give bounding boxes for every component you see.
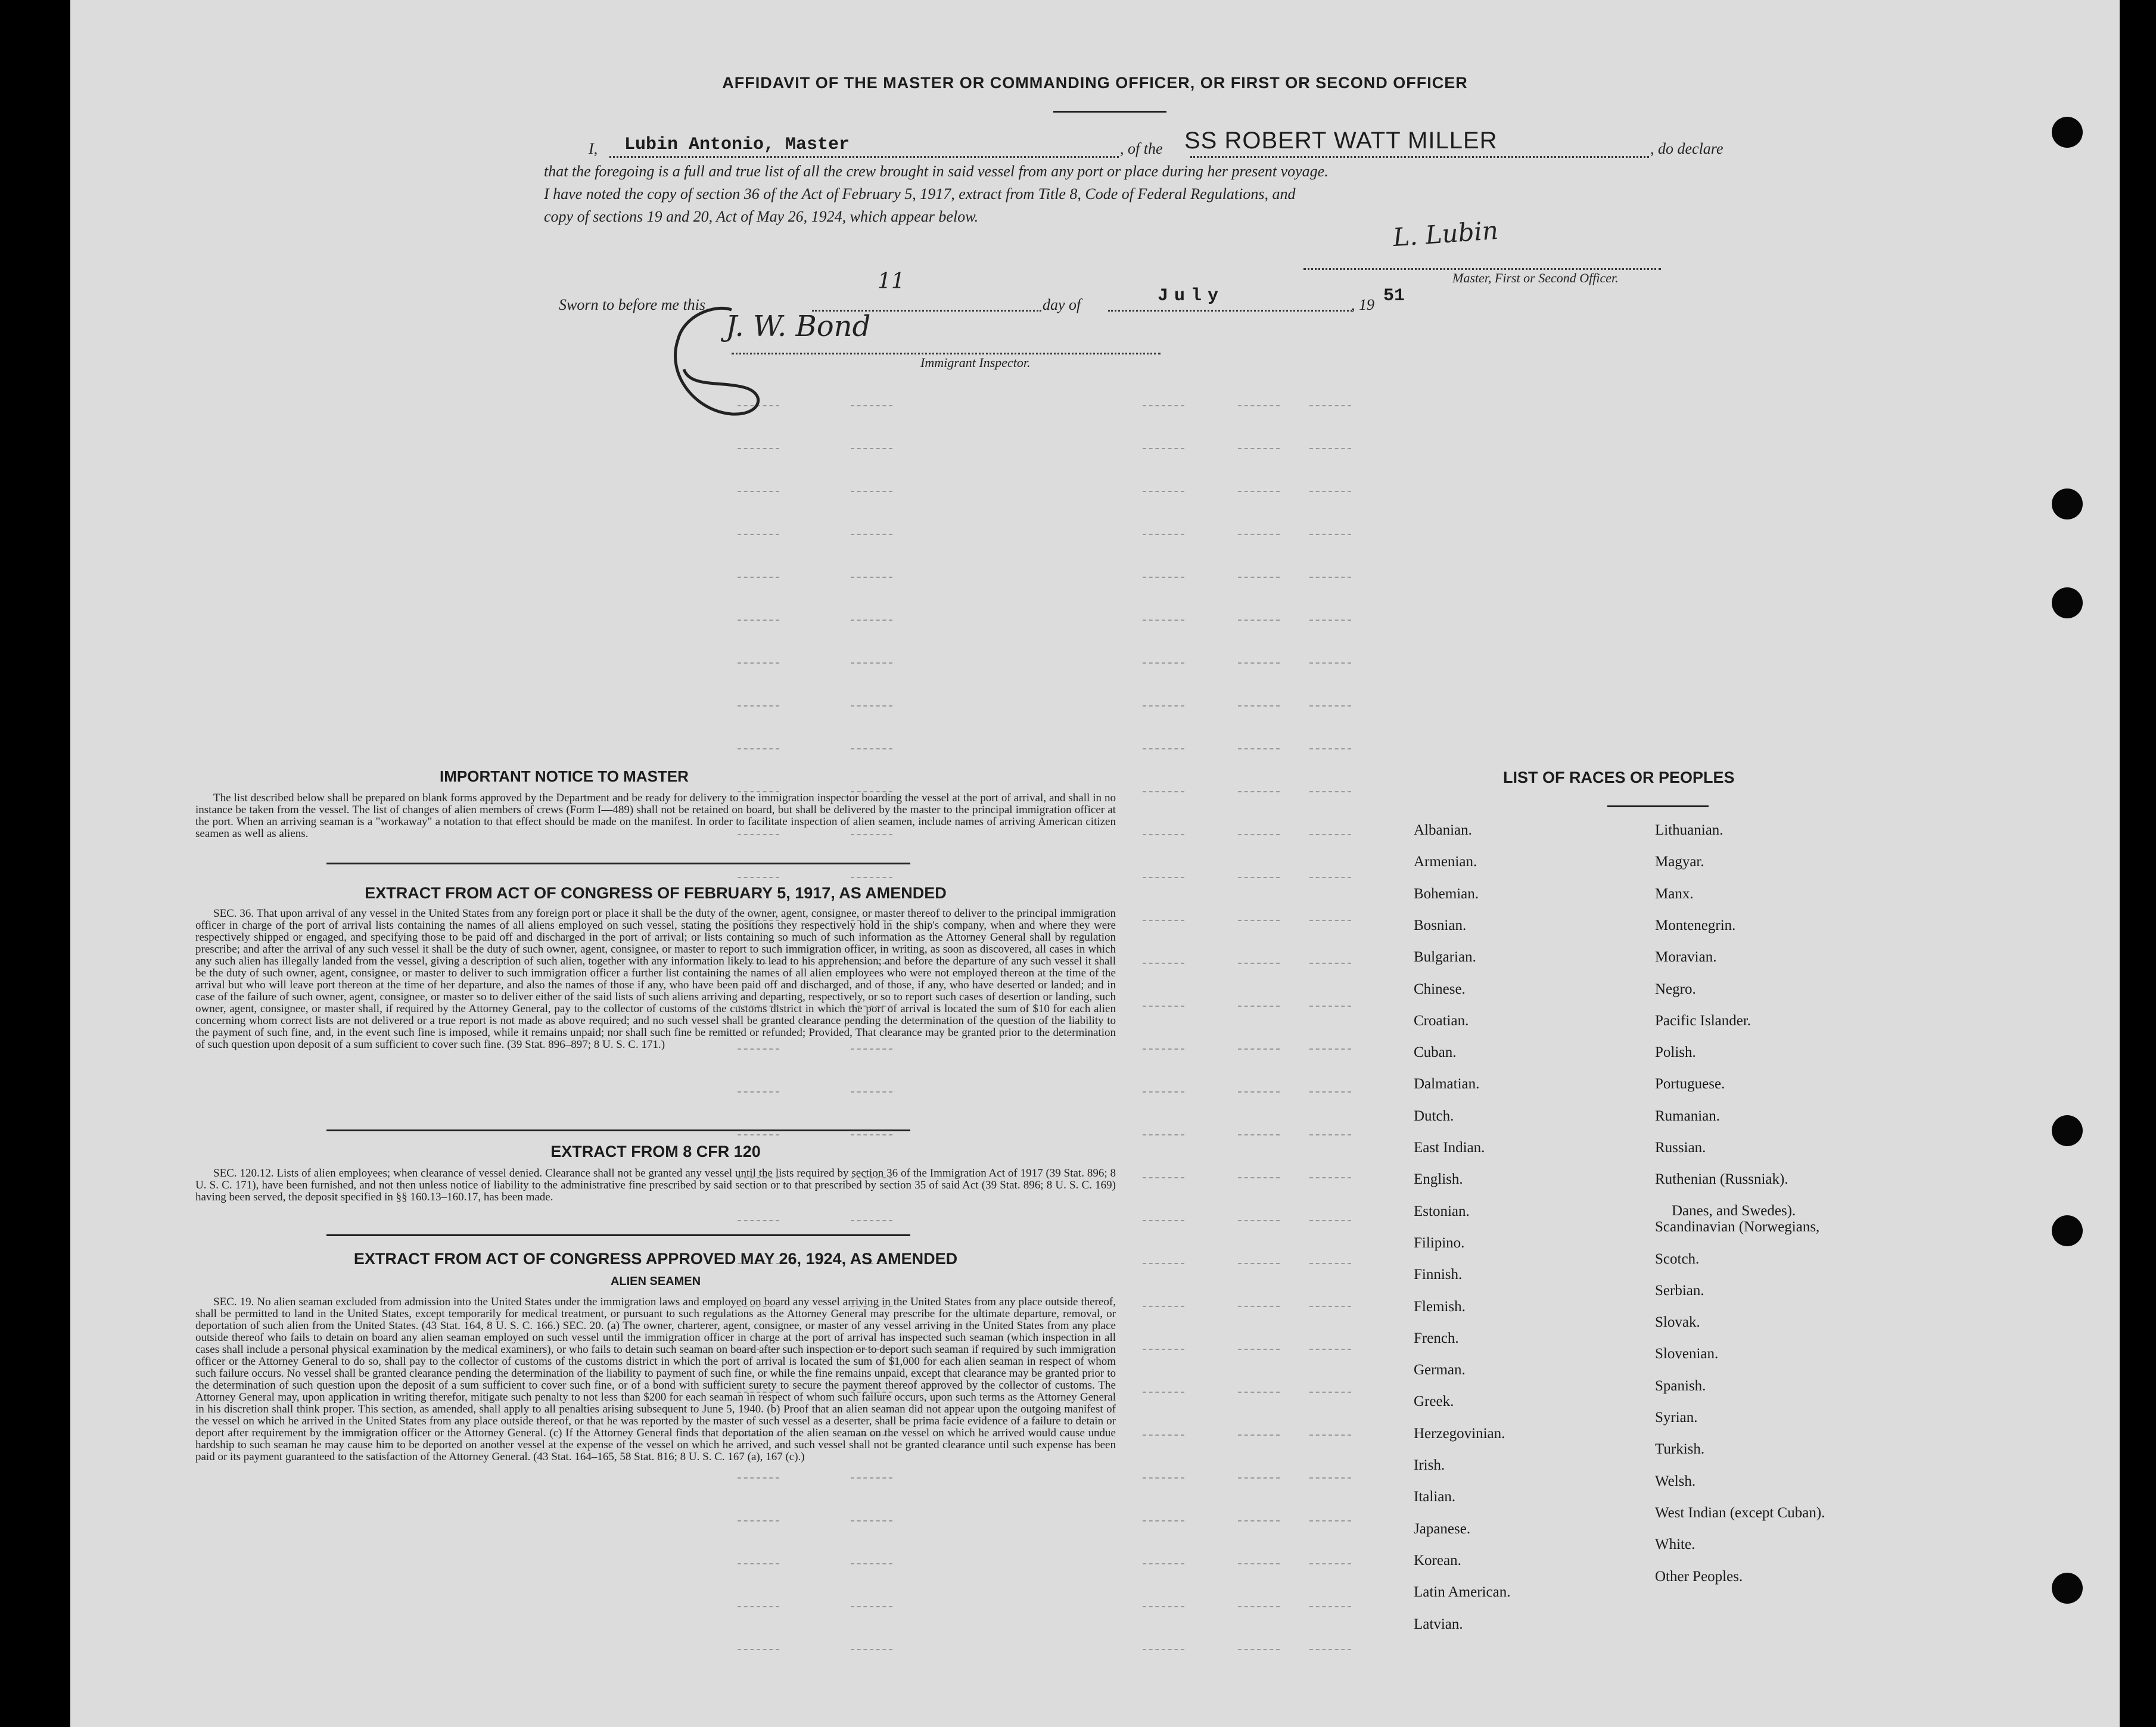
bleed-through-mark (1309, 1134, 1351, 1135)
bleed-through-mark (1238, 662, 1280, 664)
bleed-through-mark (1238, 1006, 1280, 1007)
bleed-through-mark (1143, 834, 1184, 835)
bleed-through-mark (1143, 1048, 1184, 1050)
bleed-through-mark (851, 491, 892, 492)
race-item: East Indian. (1414, 1140, 1485, 1156)
bleed-through-mark (1238, 1177, 1280, 1178)
bleed-through-mark (1309, 405, 1351, 406)
race-item: Spanish. (1655, 1377, 1706, 1394)
bleed-through-mark (1238, 920, 1280, 921)
race-item: Japanese. (1414, 1520, 1471, 1537)
punch-hole (2052, 1115, 2083, 1146)
races-title: LIST OF RACES OR PEOPLES (1503, 768, 1735, 786)
bleed-through-mark (1143, 1006, 1184, 1007)
bleed-through-mark (851, 620, 892, 621)
race-item: Scotch. (1655, 1250, 1700, 1267)
race-item: Armenian. (1414, 854, 1477, 870)
race-item: Russian. (1655, 1140, 1706, 1156)
bleed-through-mark (1238, 748, 1280, 749)
bleed-through-mark (1309, 1177, 1351, 1178)
race-item: Welsh. (1655, 1473, 1696, 1489)
sworn-month: July (1158, 286, 1225, 306)
race-item: Dutch. (1414, 1107, 1454, 1124)
bleed-through-mark (1143, 1649, 1184, 1650)
bleed-through-mark (1238, 1435, 1280, 1436)
bleed-through-mark (1309, 1606, 1351, 1607)
bleed-through-mark (1309, 920, 1351, 921)
sworn-day: 11 (878, 269, 905, 294)
bleed-through-mark (738, 1220, 779, 1221)
bleed-through-mark (1238, 1392, 1280, 1393)
race-item: Danes, and Swedes). (1672, 1203, 1796, 1219)
bleed-through-mark (1143, 1091, 1184, 1093)
race-item: Slovak. (1655, 1314, 1700, 1331)
bleed-through-mark (738, 1649, 779, 1650)
bleed-through-mark (1143, 877, 1184, 878)
bleed-through-mark (1143, 620, 1184, 621)
bleed-through-mark (1309, 877, 1351, 878)
races-title-underline (1607, 805, 1709, 807)
race-item: Rumanian. (1655, 1107, 1721, 1124)
bleed-through-mark (1238, 1477, 1280, 1479)
bleed-through-mark (1143, 491, 1184, 492)
race-item: Turkish. (1655, 1441, 1705, 1458)
bleed-through-mark (851, 1220, 892, 1221)
bleed-through-mark (1309, 1477, 1351, 1479)
bleed-through-mark (1143, 705, 1184, 707)
vessel-name-line (1190, 156, 1649, 158)
bleed-through-mark (1238, 491, 1280, 492)
race-item: Scandinavian (Norwegians, (1655, 1219, 1820, 1236)
bleed-through-mark (1309, 748, 1351, 749)
title-underline (1053, 111, 1166, 113)
bleed-through-mark (1309, 1048, 1351, 1050)
bleed-through-mark (1309, 1520, 1351, 1521)
bleed-through-mark (1238, 1306, 1280, 1307)
punch-hole (2052, 1215, 2083, 1246)
master-signature-line (1303, 268, 1661, 270)
year-prefix: , 19 (1351, 296, 1374, 313)
bleed-through-mark (738, 448, 779, 449)
race-item: Italian. (1414, 1489, 1456, 1505)
bleed-through-mark (1309, 1263, 1351, 1264)
race-item: Filipino. (1414, 1234, 1465, 1251)
race-item: White. (1655, 1536, 1695, 1553)
punch-hole (2052, 587, 2083, 618)
race-item: Portuguese. (1655, 1076, 1725, 1093)
bleed-through-mark (1143, 662, 1184, 664)
race-item: Serbian. (1655, 1282, 1704, 1299)
race-item: Korean. (1414, 1552, 1461, 1569)
extract-cfr-divider (326, 1234, 910, 1236)
extract-1917-title: EXTRACT FROM ACT OF CONGRESS OF FEBRUARY 5, 1917, AS AMENDED (365, 884, 947, 902)
bleed-through-mark (1309, 491, 1351, 492)
notice-title: IMPORTANT NOTICE TO MASTER (440, 767, 689, 785)
extract-cfr-title: EXTRACT FROM 8 CFR 120 (550, 1143, 761, 1160)
bleed-through-mark (1238, 1263, 1280, 1264)
bleed-through-mark (1309, 662, 1351, 664)
extract-1917-divider (326, 1129, 910, 1131)
bleed-through-mark (1143, 1349, 1184, 1350)
bleed-through-mark (738, 1134, 779, 1135)
extract-1917-text: SEC. 36. That upon arrival of any vessel in the United States from any foreign port or place it shall be the duty of the owner, agent, consignee, or master thereof to deliver to the principal immigration officer in charge of the port of arrival lists containing the names of all aliens employed on such vessel, stating the positions they respectively hold in the ship's company, when and where they were respectively shipped or engaged, and specifying those to be paid off and discharged in the port of arrival; or lists containing so much of such information as the Attorney General shall by regulation prescribe; and after the arrival of any such vessel it shall be the duty of such owner, agent, consignee, or master to report to such immigration officer, in writing, as soon as discovered, all cases in which any such alien has illegally landed from the vessel, giving a description of such alien, together with any information likely to lead to his apprehension; and before the departure of any such vessel it shall be the duty of such owner, agent, consignee, or master to deliver to such immigration officer a further list containing the names of all alien employees who were not employed thereon at the time of the arrival but who will leave port thereon at the time of her departure, and also the names of those if any, who have been paid off and discharged, and of those, if any, who have deserted or landed; and in case of the failure of such owner, agent, consignee, or master so to deliver either of the said lists of such aliens arriving and departing, respectively, or so to report such cases of desertion or landing, such owner, agent, consignee, or master shall, if required by the Attorney General, pay to the collector of customs of the customs district in which the port of arrival is located the sum of $10 for each alien concerning whom correct lists are not delivered or a true report is not made as above required; and no such vessel shall be granted clearance pending the determination of the question of the liability to the payment of such fine, and, in the event such fine is imposed, while it remains unpaid; nor shall such fine be remitted or refunded; Provided, That clearance may be granted prior to the determination of such question upon deposit of a sum sufficient to cover such fine. (39 Stat. 896–897; 8 U. S. C. 171.) (195, 907, 1116, 1051)
bleed-through-mark (1238, 577, 1280, 578)
race-item: West Indian (except Cuban). (1655, 1504, 1825, 1521)
bleed-through-mark (1143, 1606, 1184, 1607)
bleed-through-mark (851, 662, 892, 664)
race-item: French. (1414, 1330, 1459, 1346)
bleed-through-mark (1309, 963, 1351, 964)
notice-divider (326, 863, 910, 864)
race-item: Slovenian. (1655, 1346, 1719, 1362)
race-item: Ruthenian (Russniak). (1655, 1171, 1788, 1188)
race-item: Albanian. (1414, 822, 1472, 838)
bleed-through-mark (1238, 834, 1280, 835)
race-item: Cuban. (1414, 1044, 1457, 1061)
bleed-through-mark (1309, 834, 1351, 835)
bleed-through-mark (738, 534, 779, 535)
bleed-through-mark (1238, 405, 1280, 406)
bleed-through-mark (1238, 1091, 1280, 1093)
bleed-through-mark (1309, 620, 1351, 621)
race-item: Dalmatian. (1414, 1076, 1480, 1093)
race-item: Magyar. (1655, 854, 1704, 870)
race-item: Manx. (1655, 885, 1694, 902)
bleed-through-mark (1143, 1563, 1184, 1564)
sworn-year: 51 (1383, 286, 1405, 306)
bleed-through-mark (738, 705, 779, 707)
bleed-through-mark (1143, 1520, 1184, 1521)
bleed-through-mark (851, 1563, 892, 1564)
punch-hole (2052, 1573, 2083, 1604)
race-item: Other Peoples. (1655, 1568, 1743, 1585)
race-item: Negro. (1655, 981, 1696, 997)
race-item: Pacific Islander. (1655, 1012, 1751, 1029)
race-item: Bulgarian. (1414, 949, 1476, 966)
bleed-through-mark (1143, 748, 1184, 749)
affidavit-line-2: I have noted the copy of section 36 of the Act of February 5, 1917, extract from Title 8, Code of Federal Regulations, and (544, 185, 1296, 203)
race-item: Bohemian. (1414, 885, 1479, 902)
bleed-through-mark (738, 1091, 779, 1093)
bleed-through-mark (1309, 448, 1351, 449)
race-item: Finnish. (1414, 1267, 1463, 1283)
bleed-through-mark (851, 705, 892, 707)
race-item: Flemish. (1414, 1298, 1466, 1315)
bleed-through-mark (1309, 1649, 1351, 1650)
race-item: Montenegrin. (1655, 917, 1736, 933)
bleed-through-mark (1309, 1306, 1351, 1307)
bleed-through-mark (1143, 1177, 1184, 1178)
bleed-through-mark (1143, 577, 1184, 578)
race-item: Chinese. (1414, 981, 1466, 997)
extract-1924-title: EXTRACT FROM ACT OF CONGRESS APPROVED MAY 26, 1924, AS AMENDED (353, 1250, 958, 1268)
bleed-through-mark (1238, 1649, 1280, 1650)
bleed-through-mark (738, 1606, 779, 1607)
bleed-through-mark (738, 577, 779, 578)
bleed-through-mark (1143, 963, 1184, 964)
race-item: Polish. (1655, 1044, 1696, 1061)
bleed-through-mark (738, 748, 779, 749)
bleed-through-mark (851, 448, 892, 449)
bleed-through-mark (1309, 1220, 1351, 1221)
extract-1924-text: SEC. 19. No alien seaman excluded from admission into the United States under the immigration laws and employed on board any vessel arriving in the United States from any place outside thereof, shall be permitted to land in the United States, except temporarily for medical treatment, or pursuant to such regulations as the Attorney General may prescribe for the ultimate departure, removal, or deportation of such alien from the United States. (43 Stat. 164, 8 U. S. C. 166.) SEC. 20. (a) The owner, charterer, agent, consignee, or master of any vessel arriving in the United States from any place outside thereof who fails to detain on board any alien seaman employed on such vessel until the immigration officer in charge at the port of arrival has inspected such seaman (which inspection in all cases shall include a personal physical examination by the medical examiners), or who fails to detain such seaman on board after such inspection or to deport such seaman if required by such immigration officer or the Attorney General to do so, shall pay to the collector of customs of the customs district in which the port of arrival is located the sum of $1,000 for each alien seaman in respect of whom such failure occurs. No vessel shall be granted clearance pending the determination of the liability to payment of such fine, or while the fine remains unpaid, except that clearance may be granted prior to the determination of such question upon the deposit of a sum sufficient to cover such fine, or of a bond with sufficient surety to secure the payment thereof approved by the collector of customs. The Attorney General may, upon application in writing therefor, mitigate such penalty to not less than $200 for each seaman in respect of whom such failure occurs, upon such terms as the Attorney General in his discretion shall think proper. This section, as amended, shall apply to all penalties arising subsequent to June 5, 1940. (b) Proof that an alien seaman did not appear upon the outgoing manifest of the vessel on which he arrived in the United States from any place outside thereof, or that he was reported by the master of such vessel as a deserter, shall be prima facie evidence of a failure to detain or deport after requirement by the immigration officer or the Attorney General. (c) If the Attorney General finds that deportation of the alien seaman on the vessel on which he arrived would cause undue hardship to such seaman he may cause him to be deported on another vessel at the expense of the vessel on which he arrived, and such vessel shall not be granted clearance until such expense has been paid or its payment guaranteed to the satisfaction of the Attorney General. (43 Stat. 164–165, 58 Stat. 816; 8 U. S. C. 167 (a), 167 (c).) (195, 1296, 1116, 1463)
day-of-label: day of (1043, 296, 1081, 313)
sworn-label: Sworn to before me this (559, 296, 706, 313)
race-item: Moravian. (1655, 949, 1717, 966)
document-page (70, 0, 2120, 1727)
bleed-through-mark (851, 748, 892, 749)
notice-text: The list described below shall be prepared on blank forms approved by the Department and be ready for delivery to the immigration inspector boarding the vessel at the port of arrival, and shall in no instance be taken from the vessel. The list of changes of alien members of crews (Form I—489) shall not be retained on board, but shall be delivered by the master to the principal immigration officer at the port. When an arriving seaman is a "workaway" a notation to that effect should be made on the manifest. In order to facilitate inspection of alien seamen, include names of arriving American citizen seamen as well as aliens. (195, 792, 1116, 840)
bleed-through-mark (1143, 1435, 1184, 1436)
bleed-through-mark (1238, 1349, 1280, 1350)
inspector-signature: J. W. Bond (726, 310, 871, 343)
bleed-through-mark (1238, 448, 1280, 449)
affidavit-line-3: copy of sections 19 and 20, Act of May 26, 1924, which appear below. (544, 208, 979, 225)
bleed-through-mark (738, 1520, 779, 1521)
bleed-through-mark (738, 662, 779, 664)
bleed-through-mark (1309, 1349, 1351, 1350)
bleed-through-mark (851, 1477, 892, 1479)
race-item: English. (1414, 1171, 1463, 1188)
bleed-through-mark (851, 1134, 892, 1135)
bleed-through-mark (851, 1649, 892, 1650)
bleed-through-mark (1143, 405, 1184, 406)
inspector-signature-line (732, 353, 1161, 354)
race-item: Syrian. (1655, 1409, 1698, 1426)
bleed-through-mark (1309, 791, 1351, 792)
extract-cfr-text: SEC. 120.12. Lists of alien employees; when clearance of vessel denied. Clearance shall not be granted any vessel until the lists required by section 36 of the Immigration Act of 1917 (39 Stat. 896; 8 U. S. C. 171), have been furnished, and not then unless notice of liability to the administrative fine prescribed by said section or to that prescribed by section 35 of said Act (39 Stat. 896; 8 U. S. C. 169) having been served, the deposit specified in §§ 160.13–160.17, has been made. (195, 1167, 1116, 1203)
i-label: I, (589, 140, 598, 157)
bleed-through-mark (851, 577, 892, 578)
bleed-through-mark (1238, 705, 1280, 707)
bleed-through-mark (738, 1563, 779, 1564)
month-line (1108, 310, 1352, 312)
bleed-through-mark (1309, 577, 1351, 578)
bleed-through-mark (851, 877, 892, 878)
of-the-label: , of the (1120, 140, 1163, 157)
bleed-through-mark (851, 1091, 892, 1093)
bleed-through-mark (738, 491, 779, 492)
bleed-through-mark (1143, 920, 1184, 921)
race-item: German. (1414, 1362, 1466, 1379)
bleed-through-mark (1143, 1306, 1184, 1307)
bleed-through-mark (851, 534, 892, 535)
punch-hole (2052, 117, 2083, 148)
inspector-caption: Immigrant Inspector. (920, 355, 1031, 370)
bleed-through-mark (738, 877, 779, 878)
affidavit-title: AFFIDAVIT OF THE MASTER OR COMMANDING OFFICER, OR FIRST OR SECOND OFFICER (722, 74, 1468, 92)
bleed-through-mark (1238, 1520, 1280, 1521)
master-name: Lubin Antonio, Master (624, 135, 850, 155)
race-item: Latvian. (1414, 1616, 1463, 1632)
punch-hole (2052, 488, 2083, 519)
bleed-through-mark (738, 1477, 779, 1479)
bleed-through-mark (1238, 620, 1280, 621)
bleed-through-mark (851, 1606, 892, 1607)
do-declare-label: , do declare (1650, 140, 1723, 157)
bleed-through-mark (1238, 534, 1280, 535)
race-item: Croatian. (1414, 1012, 1469, 1029)
bleed-through-mark (1238, 1606, 1280, 1607)
bleed-through-mark (1143, 1134, 1184, 1135)
extract-1924-subtitle: ALIEN SEAMEN (610, 1275, 701, 1288)
master-caption: Master, First or Second Officer. (1452, 270, 1619, 285)
bleed-through-mark (1143, 534, 1184, 535)
bleed-through-mark (1238, 1048, 1280, 1050)
bleed-through-mark (1238, 1220, 1280, 1221)
bleed-through-mark (1143, 448, 1184, 449)
bleed-through-mark (1309, 534, 1351, 535)
bleed-through-mark (1143, 1477, 1184, 1479)
race-item: Estonian. (1414, 1203, 1470, 1219)
bleed-through-mark (851, 405, 892, 406)
bleed-through-mark (1238, 1563, 1280, 1564)
race-item: Irish. (1414, 1457, 1445, 1473)
bleed-through-mark (1238, 1134, 1280, 1135)
bleed-through-mark (1309, 1091, 1351, 1093)
bleed-through-mark (1143, 1392, 1184, 1393)
bleed-through-mark (1238, 877, 1280, 878)
bleed-through-mark (1238, 963, 1280, 964)
race-item: Greek. (1414, 1393, 1454, 1410)
bleed-through-mark (1309, 1563, 1351, 1564)
bleed-through-mark (1238, 791, 1280, 792)
master-name-line (609, 156, 1119, 158)
bleed-through-mark (1309, 1006, 1351, 1007)
bleed-through-mark (738, 620, 779, 621)
vessel-name: SS ROBERT WATT MILLER (1184, 127, 1498, 154)
bleed-through-mark (1143, 1220, 1184, 1221)
bleed-through-mark (1143, 791, 1184, 792)
master-signature: L. Lubin (1392, 215, 1499, 253)
bleed-through-mark (851, 1520, 892, 1521)
affidavit-line-1: that the foregoing is a full and true list of all the crew brought in said vessel from any port or place during her present voyage. (544, 163, 1329, 180)
race-item: Latin American. (1414, 1584, 1511, 1601)
race-item: Lithuanian. (1655, 822, 1723, 838)
race-item: Bosnian. (1414, 917, 1467, 933)
bleed-through-mark (1309, 1392, 1351, 1393)
race-item: Herzegovinian. (1414, 1425, 1505, 1442)
bleed-through-mark (1309, 705, 1351, 707)
bleed-through-mark (1309, 1435, 1351, 1436)
